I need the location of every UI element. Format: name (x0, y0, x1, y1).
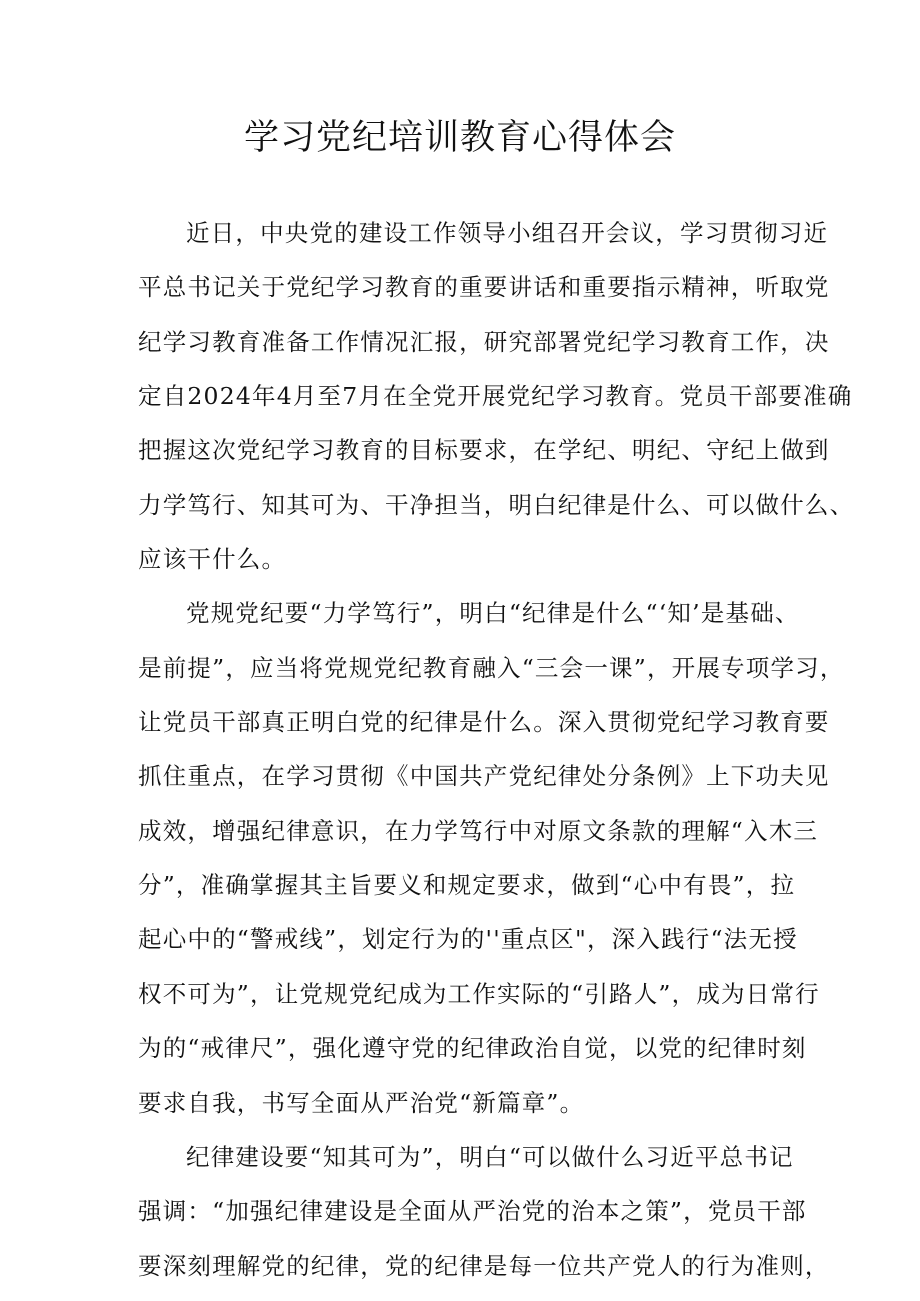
text-line: 强调：“加强纪律建设是全面从严治党的治本之策”，党员干部 (138, 1197, 807, 1226)
text-line: 纪学习教育准备工作情况汇报，研究部署党纪学习教育工作，决 (138, 327, 830, 356)
text-line: 应该干什么。 (138, 545, 287, 574)
document-title: 学习党纪培训教育心得体会 (243, 118, 676, 158)
text-line: 抓住重点，在学习贯彻《中国共产党纪律处分条例》上下功夫见 (138, 762, 830, 791)
text-line: 党规党纪要“力学笃行”，明白“纪律是什么“‘知’是基础、 (186, 599, 800, 628)
document-body (138, 206, 855, 1293)
text-line: 要深刻理解党的纪律，党的纪律是每一位共产党人的行为准则， (138, 1251, 830, 1280)
paragraph-3 (138, 1130, 830, 1293)
text-line: 为的“戒律尺”，强化遵守党的纪律政治自觉，以党的纪律时刻 (138, 1034, 807, 1063)
text-line: 定自2024年4月至7月在全党开展党纪学习教育。党员干部要准确 (138, 382, 853, 411)
text-line: 要求自我，书写全面从严治党“新篇章”。 (138, 1088, 585, 1117)
text-line: 让党员干部真正明白党的纪律是什么。深入贯彻党纪学习教育要 (138, 708, 830, 737)
text-line: 是前提”，应当将党规党纪教育融入“三会一课”，开展专项学习， (138, 653, 845, 682)
text-line: 权不可为”，让党规党纪成为工作实际的“引路人”，成为日常行 (138, 979, 820, 1008)
text-line: 纪律建设要“知其可为”，明白“可以做什么习近平总书记 (186, 1142, 794, 1171)
text-line: 力学笃行、知其可为、干净担当，明白纪律是什么、可以做什么、 (138, 490, 855, 519)
text-line: 起心中的“警戒线”，划定行为的''重点区"，深入践行“法无授 (138, 925, 798, 954)
paragraph-2 (138, 586, 845, 1129)
paragraph-1 (138, 206, 855, 586)
text-line: 把握这次党纪学习教育的目标要求，在学纪、明纪、守纪上做到 (138, 436, 830, 465)
text-line: 成效，增强纪律意识，在力学笃行中对原文条款的理解“入木三 (138, 816, 819, 845)
text-line: 近日，中央党的建设工作领导小组召开会议，学习贯彻习近 (186, 219, 829, 247)
text-line: 分”，准确掌握其主旨要义和规定要求，做到“心中有畏”，拉 (138, 871, 796, 900)
text-line: 平总书记关于党纪学习教育的重要讲话和重要指示精神，听取党 (138, 273, 830, 302)
